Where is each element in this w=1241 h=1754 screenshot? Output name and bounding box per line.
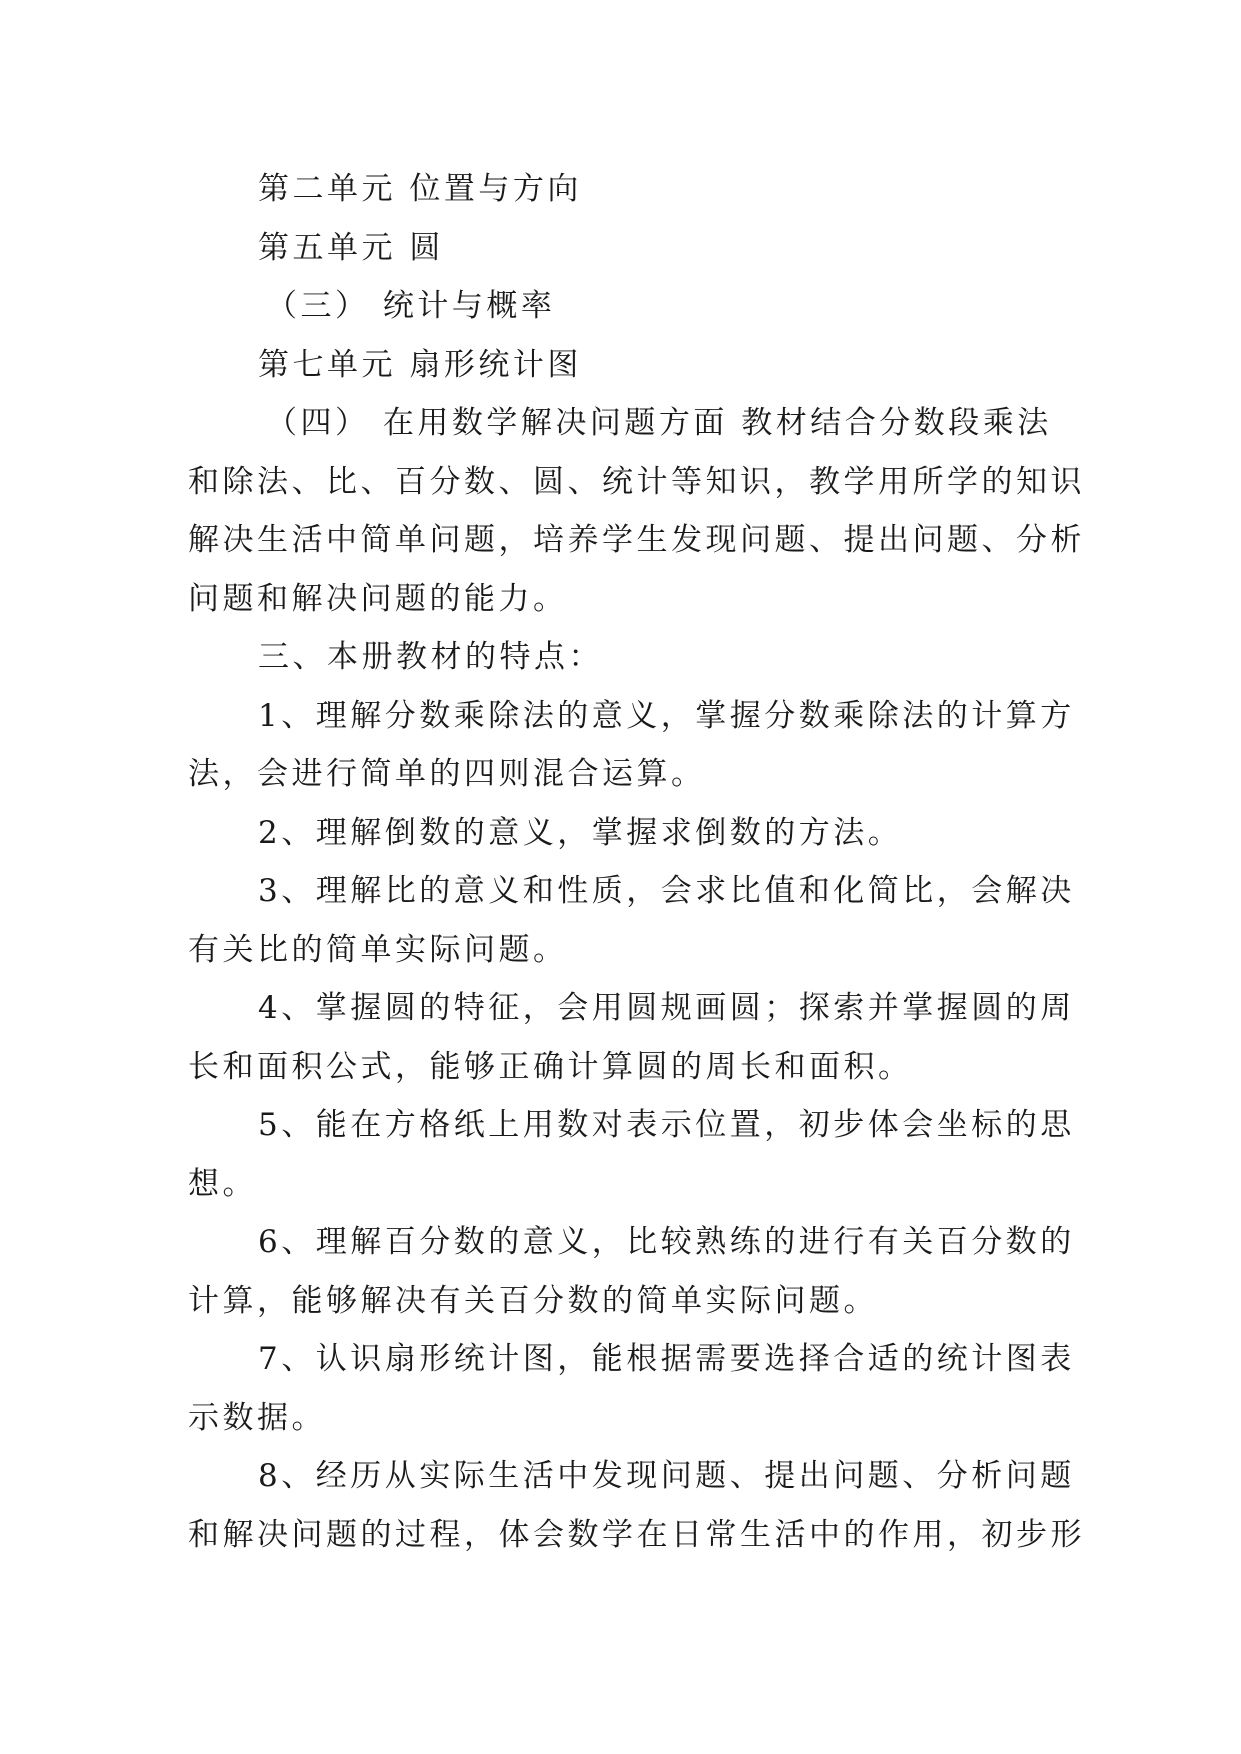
feature-2-line-1: 2、理解倒数的意义，掌握求倒数的方法。 — [258, 814, 903, 851]
feature-1-line-1: 1、理解分数乘除法的意义，掌握分数乘除法的计算方 — [258, 697, 1075, 734]
feature-7-line-1: 7、认识扇形统计图，能根据需要选择合适的统计图表 — [258, 1341, 1075, 1377]
feature-5-line-1: 5、能在方格纸上用数对表示位置，初步体会坐标的思 — [258, 1107, 1075, 1143]
heading-unit-5: 第五单元 圆 — [258, 229, 444, 266]
paragraph-problem-solving-line-3: 解决生活中简单问题，培养学生发现问题、提出问题、分析 — [188, 522, 1085, 558]
feature-7-line-2: 示数据。 — [188, 1399, 326, 1436]
paragraph-problem-solving-line-2: 和除法、比、百分数、圆、统计等知识，教学用所学的知识 — [188, 463, 1085, 500]
paragraph-problem-solving-line-4: 问题和解决问题的能力。 — [188, 580, 568, 617]
feature-1-line-2: 法，会进行简单的四则混合运算。 — [188, 756, 706, 792]
heading-unit-2: 第二单元 位置与方向 — [258, 171, 582, 207]
feature-8-line-2: 和解决问题的过程，体会数学在日常生活中的作用，初步形 — [188, 1516, 1085, 1553]
feature-4-line-1: 4、掌握圆的特征，会用圆规画圆；探索并掌握圆的周 — [258, 990, 1075, 1026]
feature-6-line-1: 6、理解百分数的意义，比较熟练的进行有关百分数的 — [258, 1224, 1075, 1260]
feature-3-line-1: 3、理解比的意义和性质，会求比值和化简比，会解决 — [258, 873, 1075, 909]
feature-8-line-1: 8、经历从实际生活中发现问题、提出问题、分析问题 — [258, 1458, 1075, 1494]
heading-statistics: （三） 统计与概率 — [266, 288, 556, 324]
feature-4-line-2: 长和面积公式，能够正确计算圆的周长和面积。 — [188, 1048, 913, 1085]
feature-6-line-2: 计算，能够解决有关百分数的简单实际问题。 — [188, 1282, 878, 1319]
feature-5-line-2: 想。 — [188, 1165, 257, 1202]
document-page — [188, 160, 1085, 1564]
heading-unit-7: 第七单元 扇形统计图 — [258, 346, 582, 383]
feature-3-line-2: 有关比的简单实际问题。 — [188, 931, 568, 968]
section-heading-features: 三、本册教材的特点： — [258, 639, 603, 675]
paragraph-problem-solving-line-1: （四） 在用数学解决问题方面 教材结合分数段乘法 — [266, 405, 1052, 441]
